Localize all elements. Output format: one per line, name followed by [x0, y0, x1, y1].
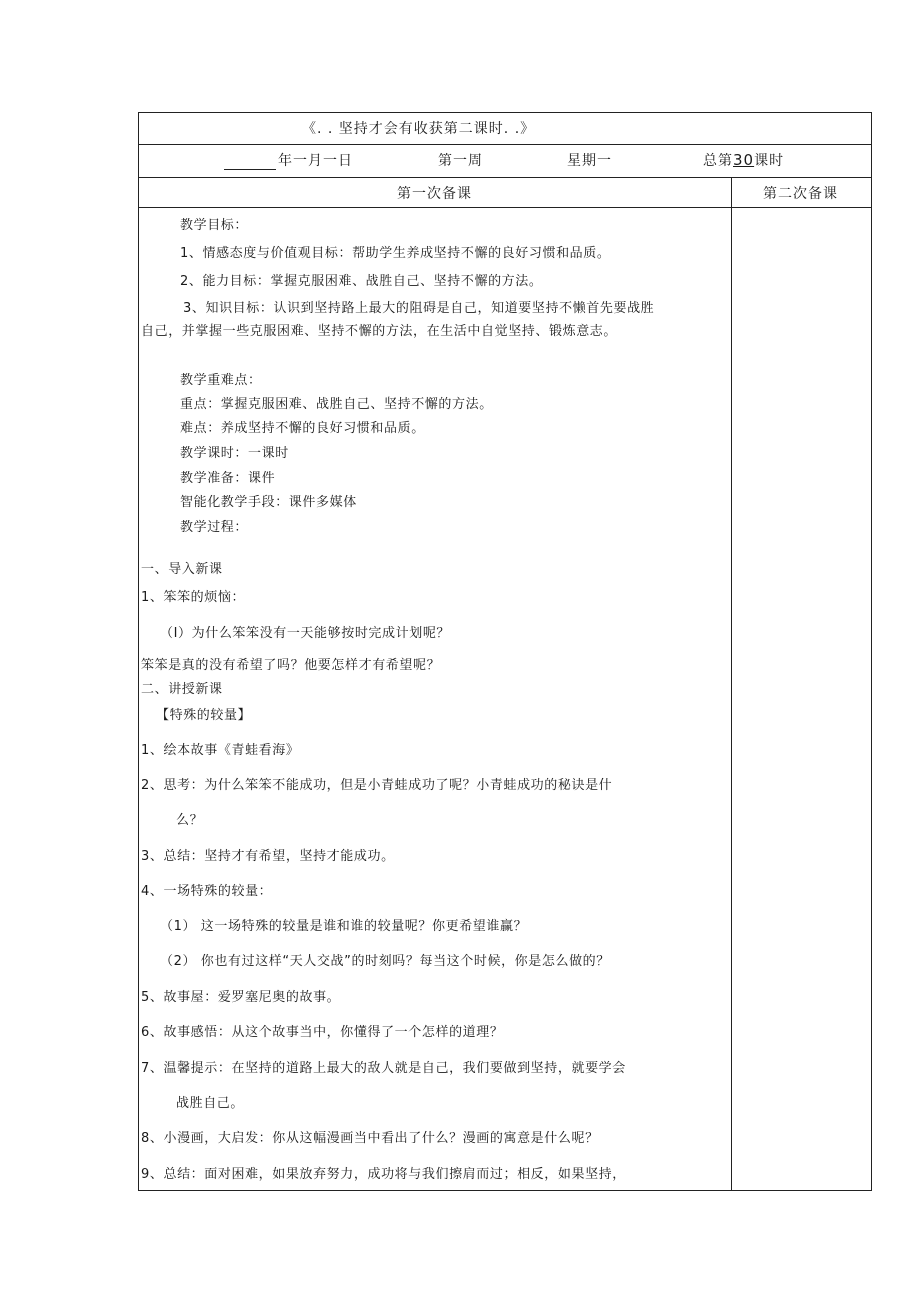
section-new-lesson: 二、讲授新课 [141, 682, 223, 697]
table-top-border [138, 112, 872, 113]
item-1-trouble: 1、笨笨的烦恼： [141, 590, 246, 605]
preparation: 教学准备：课件 [180, 471, 276, 486]
objective-1: 1、情感态度与价值观目标：帮助学生养成坚持不懈的良好习惯和品质。 [180, 246, 611, 261]
table-right-border [871, 112, 872, 1191]
sub-question-1: （1） 这一场特殊的较量是谁和谁的较量呢？你更希望谁赢？ [160, 919, 528, 934]
item-1-picture-book: 1、绘本故事《青蛙看海》 [141, 743, 300, 758]
objective-3: 3、知识目标：认识到坚持路上最大的阻碍是自己，知道要坚持不懒首先要战胜 [183, 301, 655, 316]
sub-question-2: （2） 你也有过这样“天人交战”的时刻吗？每当这个时候，你是怎么做的？ [160, 954, 610, 969]
total-prefix: 总第 [703, 153, 733, 169]
week-label: 第一周 [438, 153, 483, 169]
total-lessons [703, 150, 784, 170]
item-4-contest: 4、一场特殊的较量： [141, 884, 273, 899]
difficult-point: 难点：养成坚持不懈的良好习惯和品质。 [180, 421, 425, 436]
process-heading: 教学过程： [180, 520, 249, 535]
key-points-heading: 教学重难点： [180, 373, 262, 388]
item-3-summary: 3、总结：坚持才有希望，坚持才能成功。 [141, 849, 395, 864]
total-suffix: 课时 [754, 153, 785, 169]
table-left-border [138, 112, 139, 1191]
objectives-heading: 教学目标： [180, 218, 249, 233]
column-divider [731, 177, 732, 1191]
question-2: 笨笨是真的没有希望了吗？他要怎样才有希望呢？ [141, 658, 441, 673]
section-intro: 一、导入新课 [141, 562, 223, 577]
row-divider-3 [138, 207, 872, 208]
key-point: 重点：掌握克服困难、战胜自己、坚持不懈的方法。 [180, 397, 493, 412]
second-prep-header: 第二次备课 [763, 186, 838, 202]
question-1: （I）为什么笨笨没有一天能够按时完成计划呢？ [160, 626, 451, 641]
lesson-title: 《. . 坚持才会有收获第二课时. .》 [302, 121, 536, 137]
row-divider-1 [138, 144, 872, 145]
item-7-tip-cont: 战胜自己。 [176, 1096, 245, 1111]
item-6-reflection: 6、故事感悟：从这个故事当中，你懂得了一个怎样的道理？ [141, 1025, 504, 1040]
item-2-think-cont: 么？ [176, 813, 204, 828]
date-text: 年一月一日 [278, 153, 353, 169]
smart-teaching-means: 智能化教学手段：课件多媒体 [180, 495, 357, 510]
item-5-story: 5、故事屋：爱罗塞尼奥的故事。 [141, 990, 341, 1005]
class-hours: 教学课时：一课时 [180, 446, 289, 461]
objective-3-cont: 自己，并掌握一些克服困难、坚持不懈的方法，在生活中自觉坚持、锻炼意志。 [141, 324, 618, 339]
row-divider-2 [138, 177, 872, 178]
special-contest-heading: 【特殊的较量】 [156, 708, 252, 723]
item-8-comic: 8、小漫画，大启发：你从这幅漫画当中看出了什么？漫画的寓意是什么呢？ [141, 1131, 599, 1146]
item-7-tip: 7、温馨提示：在坚持的道路上最大的敌人就是自己，我们要做到坚持，就要学会 [141, 1061, 626, 1076]
item-9-summary: 9、总结：面对困难，如果放弃努力，成功将与我们擦肩而过；相反，如果坚持， [141, 1167, 626, 1182]
date-field [224, 150, 353, 170]
date-blank [224, 156, 276, 170]
first-prep-header: 第一次备课 [397, 186, 472, 202]
total-number: 30 [733, 151, 755, 169]
table-bottom-border [138, 1190, 872, 1191]
item-2-think: 2、思考：为什么笨笨不能成功，但是小青蛙成功了呢？小青蛙成功的秘诀是什 [141, 778, 613, 793]
objective-2: 2、能力目标：掌握克服困难、战胜自己、坚持不懈的方法。 [180, 274, 543, 289]
weekday-label: 星期一 [567, 153, 612, 169]
